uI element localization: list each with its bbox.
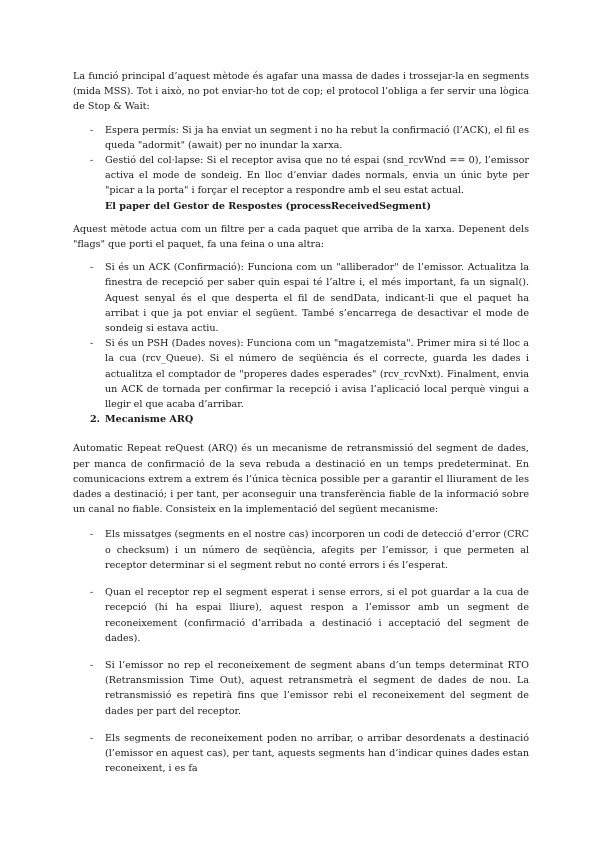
flag-list	[73, 260, 529, 412]
section-number: 2.	[90, 414, 101, 426]
stop-wait-list	[73, 123, 529, 199]
arq-list	[73, 527, 529, 776]
list-item: - Els segments de reconeixement poden no arribar, o arribar desordenats a destinació (l’emissor en aquest cas), per tant, aquests segments han d’indicar quines dades estan reconeixent, i es fa	[73, 731, 529, 777]
document-page	[73, 69, 529, 788]
list-item: - Quan el receptor rep el segment esperat i sense errors, si el pot guardar a la cua de recepció (hi ha espai lliure), aquest respon a l’emissor amb un segment de reconeixement (confirmació d’arribada a destinació i acceptació del segment de dades).	[73, 585, 529, 646]
list-item: - Gestió del col·lapse: Si el receptor avisa que no té espai (snd_rcvWnd == 0), l’emissor activa el mode de sondeig. En lloc d’enviar dades normals, envia un únic byte per "picar a la porta" i forçar el receptor a respondre amb el seu estat actual.	[73, 153, 529, 199]
list-item: - Si l’emissor no rep el reconeixement de segment abans d’un temps determinat RTO (Retransmission Time Out), aquest retransmetrà el segment de dades de nou. La retransmissió es repetirà fins que l’emissor rebi el reconeixement del segment de dades per part del receptor.	[73, 658, 529, 719]
list-item: - Si és un PSH (Dades noves): Funciona com un "magatzemista". Primer mira si té lloc a la cua (rcv_Queue). Si el número de seqüència és el correcte, guarda les dades i actualitza el comptador de "properes dades esperades" (rcv_rcvNxt). Finalment, envia un ACK de tornada per confirmar la recepció i avisa l’aplicació local perquè vingui a llegir el que acaba d’arribar.	[73, 336, 529, 412]
list-item: - Els missatges (segments en el nostre cas) incorporen un codi de detecció d’error (CRC o checksum) i un número de seqüència, afegits per l’emissor, i que permeten al receptor determinar si el segment rebut no conté errors i és l’esperat.	[73, 527, 529, 573]
subheading: El paper del Gestor de Respostes (processReceivedSegment)	[105, 200, 432, 212]
section-heading	[90, 412, 529, 427]
list-item: - Si és un ACK (Confirmació): Funciona com un "alliberador" de l’emissor. Actualitza la finestra de recepció per saber quin espai té l’altre i, el més important, fa un signal(). Aquest senyal és el que desperta el fil de sendData, indicant-li que el paquet ha arribat i que ja pot enviar el següent. També s’encarrega de desactivar el mode de sondeig si estava actiu.	[73, 260, 529, 336]
section-title: Mecanisme ARQ	[105, 414, 194, 426]
list-item: - Espera permís: Si ja ha enviat un segment i no ha rebut la confirmació (l’ACK), el fil es queda "adormit" (await) per no inundar la xarxa.	[73, 123, 529, 153]
arq-paragraph: Automatic Repeat reQuest (ARQ) és un mecanisme de retransmissió del segment de dades, per manca de confirmació de la seva rebuda a destinació en un temps predeterminat. En comunicacions extrem a extrem és l’única tècnica possible per a garantir el lliurament de les dades a destinació; i per tant, per aconseguir una transferència fiable de la informació sobre un canal no fiable. Consisteix en la implementació del següent mecanisme:	[73, 443, 529, 516]
intro-paragraph: La funció principal d’aquest mètode és agafar una massa de dades i trossejar-la en segments (mida MSS). Tot i això, no pot enviar-ho tot de cop; el protocol l’obliga a fer servir una lògica de Stop & Wait:	[73, 71, 529, 113]
handler-paragraph: Aquest mètode actua com un filtre per a cada paquet que arriba de la xarxa. Depenent dels "flags" que porti el paquet, fa una feina o una altra:	[73, 223, 529, 251]
